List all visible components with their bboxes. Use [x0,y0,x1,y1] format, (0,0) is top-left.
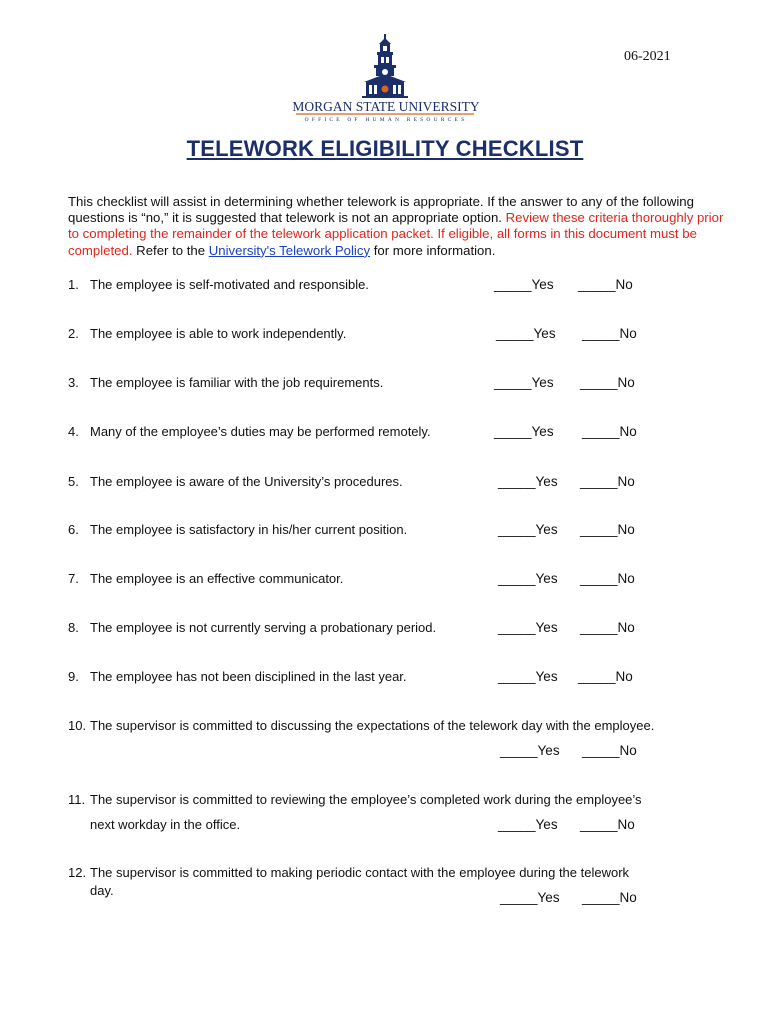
answer-no-11[interactable]: _____No [580,817,635,832]
question-7: 7. The employee is an effective communicator. [68,571,344,586]
intro-paragraph [68,194,728,259]
intro-text-refer: Refer to the [132,242,209,258]
answer-no-3[interactable]: _____No [580,375,635,390]
answer-yes-9[interactable]: _____Yes [498,669,558,684]
question-8: 8. The employee is not currently serving a probationary period. [68,620,437,635]
question-2: 2. The employee is able to work independently. [68,326,347,341]
question-3: 3. The employee is familiar with the job requirements. [68,375,384,390]
answer-yes-11[interactable]: _____Yes [498,817,558,832]
question-10: 10. The supervisor is committed to discussing the expectations of the telework day with the employee. [68,718,655,733]
page-title: TELEWORK ELIGIBILITY CHECKLIST [186,136,584,161]
question-11-continuation: next workday in the office. [90,817,241,832]
answer-yes-3[interactable]: _____Yes [494,375,554,390]
answer-no-7[interactable]: _____No [580,571,635,586]
answer-no-10[interactable]: _____No [582,743,637,758]
answer-no-9[interactable]: _____No [578,669,633,684]
answer-yes-1[interactable]: _____Yes [494,277,554,292]
question-6: 6. The employee is satisfactory in his/her current position. [68,522,408,537]
question-1: 1. The employee is self-motivated and responsible. [68,277,369,292]
answer-no-8[interactable]: _____No [580,620,635,635]
answer-yes-8[interactable]: _____Yes [498,620,558,635]
question-12-continuation: day. [90,883,114,898]
answer-yes-5[interactable]: _____Yes [498,474,558,489]
question-5: 5. The employee is aware of the University’s procedures. [68,474,403,489]
answer-no-6[interactable]: _____No [580,522,635,537]
answer-no-1[interactable]: _____No [578,277,633,292]
intro-text: This checklist will assist in determining whether telework is appropriate. If the answer to any of the following questions is “no,” it is suggested that telework is not an appropriate option. [68,194,694,226]
question-4: 4. Many of the employee’s duties may be performed remotely. [68,424,431,439]
answer-no-12[interactable]: _____No [582,890,637,905]
intro-warning-text: Review these criteria thoroughly prior to completing the remainder of the telework application packet. If eligible, all forms in this document must be completed. [68,210,724,258]
answer-yes-2[interactable]: _____Yes [496,326,556,341]
document-date: 06-2021 [624,49,671,64]
answer-yes-6[interactable]: _____Yes [498,522,558,537]
answer-no-4[interactable]: _____No [582,424,637,439]
question-9: 9. The employee has not been disciplined in the last year. [68,669,407,684]
answer-yes-10[interactable]: _____Yes [500,743,560,758]
intro-text-end: for more information. [370,242,496,258]
question-12: 12. The supervisor is committed to making periodic contact with the employee during the telework [68,865,630,880]
logo-wordmark: MORGAN STATE UNIVERSITY [292,99,480,114]
answer-yes-12[interactable]: _____Yes [500,890,560,905]
morgan-state-logo [288,32,484,122]
logo-subtitle: OFFICE OF HUMAN RESOURCES [304,117,468,122]
answer-no-5[interactable]: _____No [580,474,635,489]
answer-no-2[interactable]: _____No [582,326,637,341]
question-11: 11. The supervisor is committed to reviewing the employee’s completed work during the employee’s [68,792,642,807]
answer-yes-7[interactable]: _____Yes [498,571,558,586]
answer-yes-4[interactable]: _____Yes [494,424,554,439]
telework-policy-link[interactable]: University's Telework Policy [208,242,371,258]
